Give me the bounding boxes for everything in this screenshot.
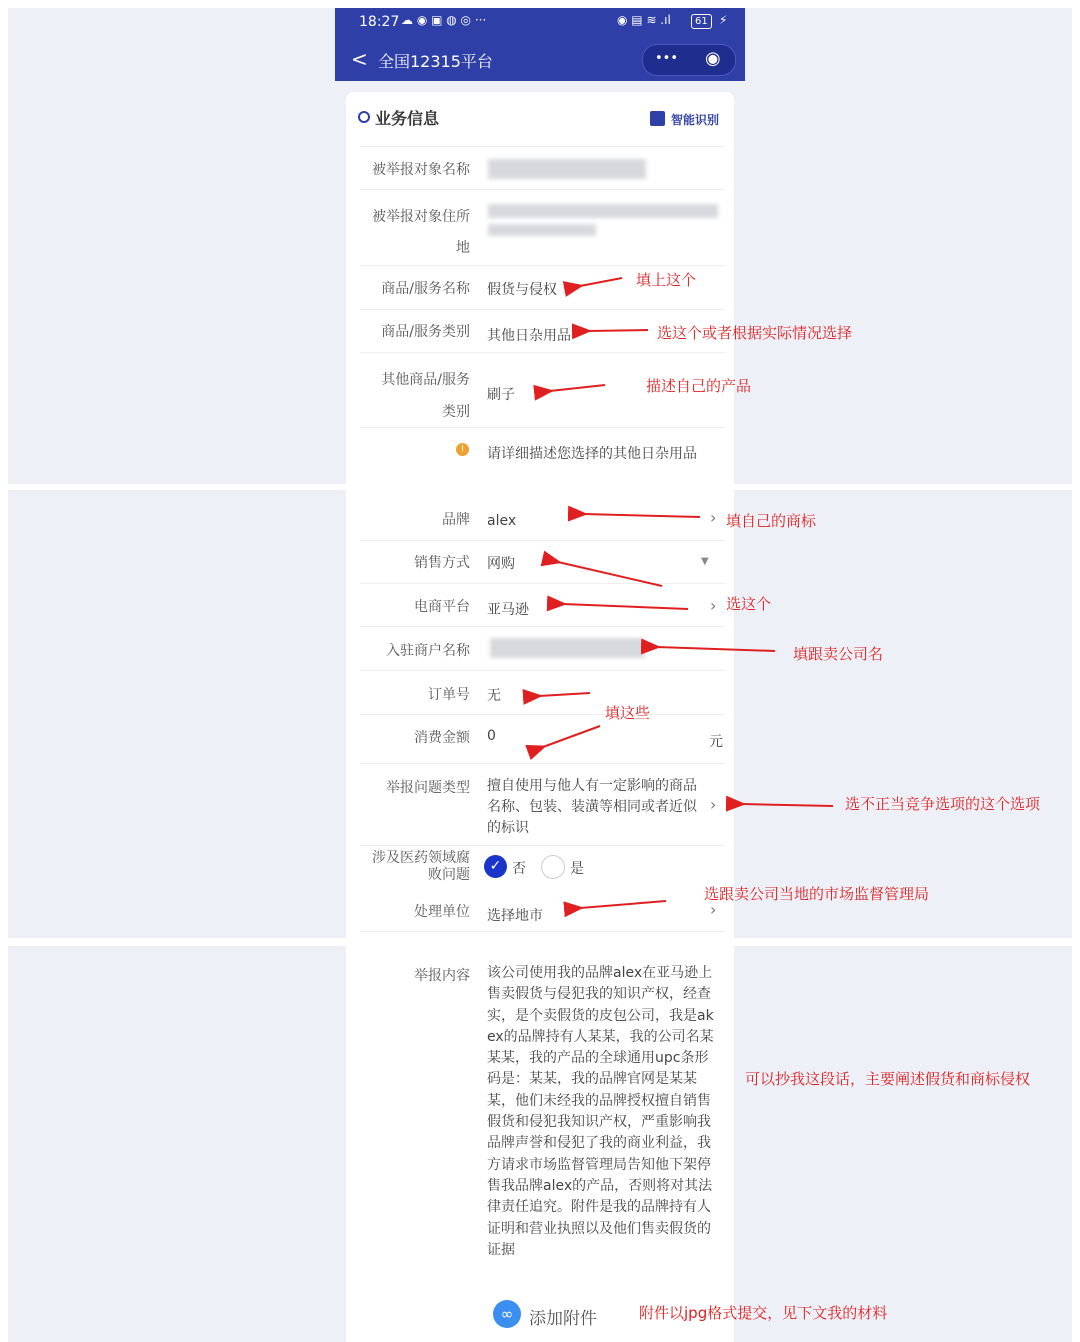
more-icon[interactable]: ••• <box>655 51 679 66</box>
arrow-brand <box>584 514 700 517</box>
order-value[interactable]: 无 <box>487 688 501 704</box>
platform-value[interactable]: 亚马逊 <box>487 602 529 618</box>
annotation-merchant: 填跟卖公司名 <box>793 645 884 663</box>
annotation-order-amount: 填这些 <box>605 704 651 722</box>
radio-yes-label[interactable]: 是 <box>570 861 584 877</box>
annotation-category: 选这个或者根据实际情况选择 <box>657 324 853 342</box>
annotation-brand: 填自己的商标 <box>726 512 817 530</box>
issue-type-value[interactable]: 擅自使用与他人有一定影响的商品名称、包装、装潢等相同或者近似的标识 <box>487 778 697 836</box>
attach-button[interactable]: 添加附件 <box>529 1309 597 1329</box>
annotation-content: 可以抄我这段话，主要阐述假货和商标侵权 <box>745 1070 1031 1088</box>
amount-unit: 元 <box>709 734 723 750</box>
target-address-label: 被举报对象住所地 <box>372 209 470 256</box>
issue-type-chevron-icon[interactable]: › <box>710 795 717 814</box>
brand-value[interactable]: alex <box>487 513 517 529</box>
info-icon: ! <box>456 443 469 456</box>
arrow-unit <box>580 901 666 908</box>
arrow-merchant <box>657 647 775 651</box>
amount-value[interactable]: 0 <box>487 728 496 744</box>
radio-no-label[interactable]: 否 <box>512 861 526 877</box>
other-category-label: 其他商品/服务类别 <box>381 372 470 420</box>
radio-no-checked-icon[interactable]: ✓ <box>484 855 507 878</box>
issue-type-label: 举报问题类型 <box>386 780 470 796</box>
section-title: 业务信息 <box>375 109 440 128</box>
signal-icons: ◉ ▤ ≋ .ıl <box>617 13 671 27</box>
handling-unit-label: 处理单位 <box>414 904 470 920</box>
annotation-platform: 选这个 <box>726 595 772 613</box>
smart-recognize-label[interactable]: 智能识别 <box>671 113 720 127</box>
platform-chevron-icon[interactable]: › <box>710 596 717 615</box>
content-value[interactable]: 该公司使用我的品牌alex在亚马逊上售卖假货与侵犯我的知识产权，经查实，是个卖假货的皮包公司，我是akex的品牌持有人某某，我的公司名某某某，我的产品的全球通用upc条形码是：某某，我的品牌官网是某某某，他们未经我的品牌授权擅自销售假货和侵犯我知识产权，严重影响我品牌声誉和侵犯了我的商业利益，我方请求市场监督管理局告知他下架停售我品牌alex的产品，否则将对其法律责任追究。附件是我的品牌持有人证明和营业执照以及他们售卖假货的证据 <box>487 965 714 1258</box>
sale-method-label: 销售方式 <box>414 555 470 571</box>
arrow-other <box>550 385 605 391</box>
annotation-other: 描述自己的产品 <box>646 377 752 395</box>
hint-text: 请详细描述您选择的其他日杂用品 <box>487 446 697 462</box>
back-button[interactable]: < <box>351 47 368 71</box>
status-time: 18:27 <box>359 14 400 30</box>
arrow-amount <box>543 726 600 747</box>
arrow-order <box>539 693 590 696</box>
battery-icon: 61 <box>691 14 712 29</box>
annotation-issue: 选不正当竞争选项的这个选项 <box>845 795 1041 813</box>
order-label: 订单号 <box>428 687 470 703</box>
page-title: 全国12315平台 <box>378 52 493 71</box>
sale-method-value[interactable]: 网购 <box>487 556 515 572</box>
target-name-label: 被举报对象名称 <box>372 162 470 178</box>
arrow-category <box>588 330 648 331</box>
charging-icon: ⚡ <box>719 13 728 27</box>
sale-method-dropdown-icon[interactable]: ▼ <box>701 556 709 567</box>
annotation-attach: 附件以jpg格式提交，见下文我的材料 <box>639 1304 888 1322</box>
annotation-unit: 选跟卖公司当地的市场监督管理局 <box>704 885 930 903</box>
annotation-product: 填上这个 <box>636 271 697 289</box>
merchant-label: 入驻商户名称 <box>386 643 470 659</box>
arrow-platform <box>563 604 688 609</box>
product-category-label: 商品/服务类别 <box>381 324 470 340</box>
handling-unit-value[interactable]: 选择地市 <box>487 908 543 924</box>
other-category-value[interactable]: 刷子 <box>487 387 515 403</box>
notification-icons: ☁ ◉ ▣ ◍ ◎ ··· <box>401 13 487 27</box>
arrow-product <box>580 278 622 286</box>
brand-label: 品牌 <box>442 512 470 528</box>
product-name-label: 商品/服务名称 <box>381 281 470 297</box>
product-name-value[interactable]: 假货与侵权 <box>487 282 557 298</box>
platform-label: 电商平台 <box>414 599 470 615</box>
attach-link-icon[interactable]: ∞ <box>493 1300 521 1328</box>
handling-unit-chevron-icon[interactable]: › <box>710 900 717 919</box>
amount-label: 消费金额 <box>414 730 470 746</box>
arrow-issue <box>742 804 833 806</box>
close-mini-icon[interactable]: ◉ <box>705 48 721 69</box>
medical-label: 涉及医药领域腐败问题 <box>372 850 470 883</box>
brand-chevron-icon[interactable]: › <box>710 508 717 527</box>
product-category-value[interactable]: 其他日杂用品 <box>487 328 571 344</box>
content-label: 举报内容 <box>414 968 470 984</box>
arrow-sale <box>558 562 662 586</box>
